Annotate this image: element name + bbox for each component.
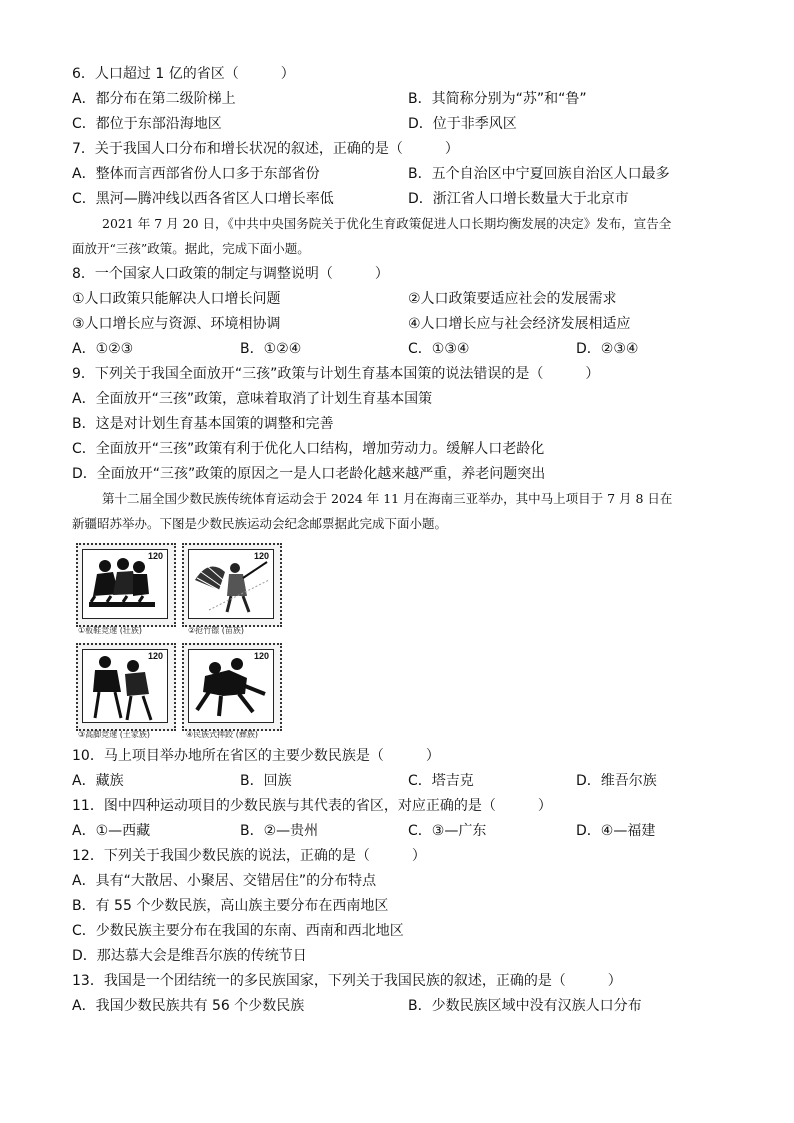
stamp-1-caption: ①板鞋竞速 (壮族) <box>78 626 142 635</box>
q10-option-c: C．塔吉克 <box>408 773 474 789</box>
intro1-line2: 面放开“三孩”政策。据此，完成下面小题。 <box>72 241 310 256</box>
q12-option-d: D．那达慕大会是维吾尔族的传统节日 <box>72 948 307 964</box>
q11-option-b: B．②—贵州 <box>240 823 319 839</box>
q9-option-b: B．这是对计划生育基本国策的调整和完善 <box>72 416 334 432</box>
intro1-line1: 2021 年 7 月 20 日，《中共中央国务院关于优化生育政策促进人口长期均衡发展的决定》发布，宣告全 <box>102 216 672 231</box>
stamp-4 <box>182 643 282 739</box>
q8-option-d: D．②③④ <box>576 341 639 357</box>
commemorative-stamps-figure <box>74 541 286 740</box>
q6-option-c: C．都位于东部沿海地区 <box>72 116 222 132</box>
q6-option-a: A．都分布在第二级阶梯上 <box>72 91 236 107</box>
q12-option-c: C．少数民族主要分布在我国的东南、西南和西北地区 <box>72 923 404 939</box>
stamp-2-caption: ②抢竹镖 (苗族) <box>188 626 244 635</box>
q8-option-b: B．①②④ <box>240 341 302 357</box>
stamp-3-price: 120 <box>148 651 164 661</box>
q8-option-c: C．①③④ <box>408 341 470 357</box>
q6-option-d: D．位于非季风区 <box>408 116 517 132</box>
stamp-2-price: 120 <box>254 551 270 561</box>
q8-option-a: A．①②③ <box>72 341 134 357</box>
q7-option-d: D．浙江省人口增长数量大于北京市 <box>408 191 629 207</box>
q8-statement-1: ①人口政策只能解决人口增长问题 <box>72 291 281 307</box>
q12-option-a: A．具有“大散居、小聚居、交错居住”的分布特点 <box>72 873 377 889</box>
stamp-4-price: 120 <box>254 651 270 661</box>
q11-option-d: D．④—福建 <box>576 823 656 839</box>
q8-statement-2: ②人口政策要适应社会的发展需求 <box>408 291 617 307</box>
stamp-1 <box>76 543 176 633</box>
q6-stem: 6．人口超过 1 亿的省区（ ） <box>72 66 295 82</box>
q9-stem: 9．下列关于我国全面放开“三孩”政策与计划生育基本国策的说法错误的是（ ） <box>72 366 600 382</box>
q13-option-a: A．我国少数民族共有 56 个少数民族 <box>72 998 305 1014</box>
q11-option-a: A．①—西藏 <box>72 823 151 839</box>
stamp-4-caption: ④民族式摔跤 (彝族) <box>186 730 258 739</box>
stamp-1-price: 120 <box>148 551 164 561</box>
q11-option-c: C．③—广东 <box>408 823 487 839</box>
q8-stem: 8．一个国家人口政策的制定与调整说明（ ） <box>72 266 389 282</box>
q13-option-b: B．少数民族区域中没有汉族人口分布 <box>408 998 642 1014</box>
q10-option-d: D．维吾尔族 <box>576 773 657 789</box>
q8-statement-3: ③人口增长应与资源、环境相协调 <box>72 316 281 332</box>
q10-stem: 10．马上项目举办地所在省区的主要少数民族是（ ） <box>72 748 440 764</box>
q6-option-b: B．其简称分别为“苏”和“鲁” <box>408 91 587 107</box>
q7-option-c: C．黑河—腾冲线以西各省区人口增长率低 <box>72 191 334 207</box>
q9-option-c: C．全面放开“三孩”政策有利于优化人口结构，增加劳动力。缓解人口老龄化 <box>72 441 545 457</box>
intro2-line2: 新疆昭苏举办。下图是少数民族运动会纪念邮票据此完成下面小题。 <box>72 516 448 531</box>
intro2-line1: 第十二届全国少数民族传统体育运动会于 2024 年 11 月在海南三亚举办，其中马上项目于 7 月 8 日在 <box>102 491 673 506</box>
q12-stem: 12．下列关于我国少数民族的说法，正确的是（ ） <box>72 848 426 864</box>
q7-option-a: A．整体而言西部省份人口多于东部省份 <box>72 166 320 182</box>
q8-statement-4: ④人口增长应与社会经济发展相适应 <box>408 316 631 332</box>
q10-option-a: A．藏族 <box>72 773 124 789</box>
q13-stem: 13．我国是一个团结统一的多民族国家，下列关于我国民族的叙述，正确的是（ ） <box>72 973 622 989</box>
q9-option-a: A．全面放开“三孩”政策，意味着取消了计划生育基本国策 <box>72 391 433 407</box>
q12-option-b: B．有 55 个少数民族，高山族主要分布在西南地区 <box>72 898 389 914</box>
q9-option-d: D．全面放开“三孩”政策的原因之一是人口老龄化越来越严重，养老问题突出 <box>72 466 546 482</box>
q7-option-b: B．五个自治区中宁夏回族自治区人口最多 <box>408 166 670 182</box>
stamp-2 <box>182 543 282 633</box>
q10-option-b: B．回族 <box>240 773 292 789</box>
q11-stem: 11．图中四种运动项目的少数民族与其代表的省区，对应正确的是（ ） <box>72 798 552 814</box>
stamp-3-caption: ③高脚竞速 (土家族) <box>78 730 150 739</box>
q7-stem: 7．关于我国人口分布和增长状况的叙述，正确的是（ ） <box>72 141 459 157</box>
stamp-3 <box>76 643 176 739</box>
